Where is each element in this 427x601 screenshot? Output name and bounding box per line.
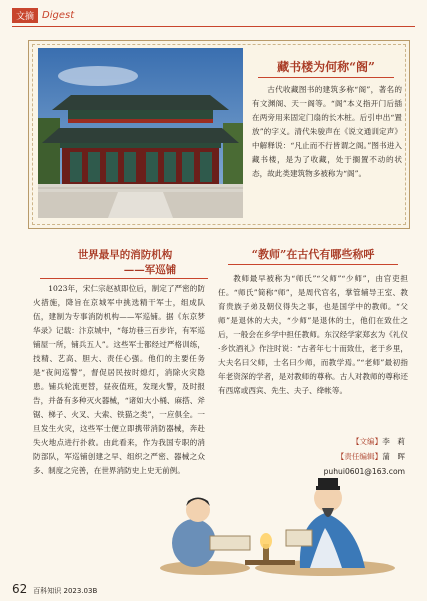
- article3-text: 教师最早被称为“师氏”“父师”“少师”，由官吏担任。“师氏”简称“师”，是周代官名，掌管辅导王室、教育贵族子弟及朝仪得失之事，也是国学中的教师。“父师”是退休的大夫，“少师”是退休的士，他们在致仕之后，一般会在乡学中担任教师。东汉经学家郑玄为《礼仪·乡饮酒礼》作注时说：“古者年七十而致仕，老于乡里，大夫名曰父师，士名曰少师，而教学焉。”“老师”最初指年老资深的学者，是对教师的尊称。古人对教师的尊称还有西席或西宾、先生、夫子、绛帐等。: [218, 274, 408, 395]
- teacher-student-illustration: [150, 468, 408, 576]
- issue-label: 百科知识 2023.03B: [33, 587, 98, 595]
- article2-body: [33, 282, 205, 478]
- article2-text: 1023年，宋仁宗赵祯即位后，制定了严密的防火措施，降旨在京城军中挑选精干军士，组成队伍，建制为专事消防机构——军巡铺。据《东京梦华录》记载：汴京城中，“每坊巷三百步许，有军巡铺屋一所，铺兵五人”。这些军士都经过严格训练，技精、艺高、胆大、责任心强。他们的主要任务是“夜间巡警”，督促居民按时熄灯，消除火灾隐患。铺兵轮流更替，昼夜值班，发现火警，及时报告，并备有多种灭火器械，“诸如大小桶、麻搭、斧锯、梯子、火叉、大索、铁猫之类”，一应俱全。一旦发生火灾，这些军士便立即携带消防器械，奔赴失火地点进行扑救。由此看来，作为我国专职的消防部队，军巡铺创建之早、组织之严密、器械之众多、制度之完善，在世界消防史上史无前例。: [33, 284, 205, 475]
- column-english-label: Digest: [42, 9, 75, 21]
- article2-title-rule: [40, 278, 208, 279]
- editor-name: 李 莉: [382, 437, 405, 446]
- article1-title: 藏书楼为何称“阁”: [277, 60, 375, 74]
- editor-label: 【文编】: [351, 437, 383, 446]
- article3-title-rule: [228, 264, 398, 265]
- header-divider: [12, 26, 415, 27]
- article1-text: 古代收藏图书的建筑多称“阁”，著名的有文渊阁、天一阁等。“阁”本义指开门后插在两旁用来固定门扇的长木桩。后引申出“置放”的字义。清代朱骏声在《说文通训定声》中解释说：“凡止而不行皆谓之阁。”图书进入藏书楼，是为了收藏，处于搁置不动的状态，故此类建筑物多被称为“阁”。: [252, 85, 402, 178]
- article3-body: [218, 272, 408, 398]
- responsible-editor-label: 【责任编辑】: [336, 452, 383, 461]
- article2-title: [50, 248, 200, 278]
- responsible-editor-name: 蒲 晖: [382, 452, 405, 461]
- article1-body: [252, 83, 402, 181]
- article2-title-line1: 世界最早的消防机构: [77, 249, 173, 261]
- article2-title-line2: ——军巡铺: [123, 264, 177, 276]
- article3-title: “教师”在古代有哪些称呼: [251, 248, 375, 261]
- article1-title-rule: [258, 77, 394, 78]
- editor-email: puhui0601@163.com: [323, 467, 405, 476]
- library-pavilion-photo: [38, 48, 243, 218]
- page-number: 62: [12, 582, 28, 596]
- column-header: [12, 6, 74, 24]
- column-badge: 文摘: [12, 8, 38, 23]
- page-footer: [12, 582, 97, 596]
